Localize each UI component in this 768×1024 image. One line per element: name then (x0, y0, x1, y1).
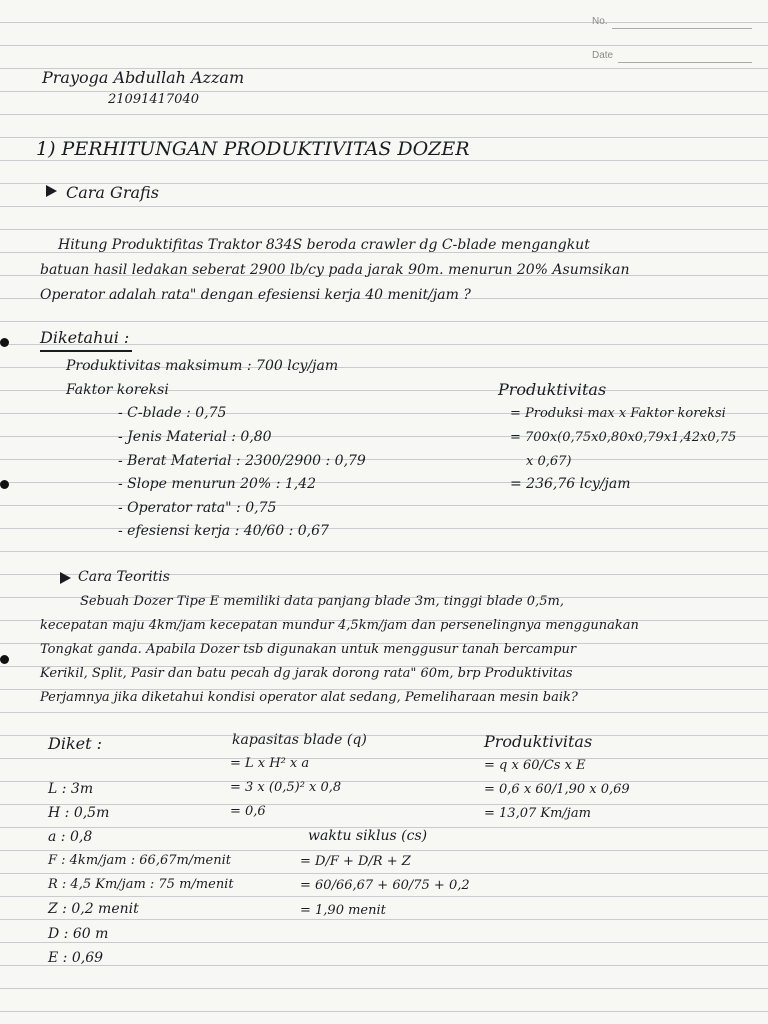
author-name: Prayoga Abdullah Azzam (42, 68, 245, 87)
prod-line: = Produksi max x Faktor koreksi (510, 406, 726, 421)
waktu-title: waktu siklus (cs) (308, 828, 428, 844)
produktivitas-title: Produktivitas (498, 380, 607, 399)
section-heading-grafis: Cara Grafis (66, 183, 159, 202)
prod-line: = 0,6 x 60/1,90 x 0,69 (484, 782, 630, 797)
prod-line: = 236,76 lcy/jam (510, 476, 631, 492)
waktu-line: = 60/66,67 + 60/75 + 0,2 (300, 878, 470, 893)
diket-item: a : 0,8 (48, 829, 93, 845)
diket-item: Z : 0,2 menit (48, 901, 139, 917)
binder-hole (0, 655, 9, 664)
faktor-item: - Slope menurun 20% : 1,42 (118, 476, 317, 492)
binder-hole (0, 338, 9, 347)
diket-item: L : 3m (48, 781, 94, 797)
problem-line: Hitung Produktifitas Traktor 834S beroda crawler dg C-blade mengangkut (58, 237, 590, 253)
faktor-item: - Jenis Material : 0,80 (118, 429, 272, 445)
prod-max: Produktivitas maksimum : 700 lcy/jam (66, 358, 339, 374)
prod-line: x 0,67) (526, 454, 572, 469)
prod-line: = 700x(0,75x0,80x0,79x1,42x0,75 (510, 430, 737, 445)
kapasitas-line: = 0,6 (230, 804, 266, 819)
page-title: 1) PERHITUNGAN PRODUKTIVITAS DOZER (36, 138, 470, 160)
no-label: No. (592, 16, 608, 27)
diket-item: E : 0,69 (48, 950, 104, 966)
diket-item: H : 0,5m (48, 805, 110, 821)
prod-line: = q x 60/Cs x E (484, 758, 586, 773)
faktor-item: - efesiensi kerja : 40/60 : 0,67 (118, 523, 329, 539)
faktor-item: - Berat Material : 2300/2900 : 0,79 (118, 453, 366, 469)
problem-line: Sebuah Dozer Tipe E memiliki data panjang blade 3m, tinggi blade 0,5m, (80, 594, 564, 609)
section-heading-teoritis: Cara Teoritis (78, 569, 170, 585)
waktu-line: = 1,90 menit (300, 903, 386, 918)
binder-hole (0, 480, 9, 489)
problem-line: Tongkat ganda. Apabila Dozer tsb digunakan untuk menggusur tanah bercampur (40, 642, 577, 657)
diketahui-label: Diketahui : (40, 328, 130, 347)
kapasitas-line: = L x H² x a (230, 756, 310, 771)
problem-line: batuan hasil ledakan seberat 2900 lb/cy pada jarak 90m. menurun 20% Asumsikan (40, 262, 630, 278)
faktor-item: - Operator rata" : 0,75 (118, 500, 277, 516)
prod-line: = 13,07 Km/jam (484, 806, 591, 821)
problem-line: kecepatan maju 4km/jam kecepatan mundur 4,5km/jam dan persenelingnya menggunakan (40, 618, 639, 633)
kapasitas-title: kapasitas blade (q) (232, 732, 367, 748)
bullet-arrow-icon (60, 572, 71, 584)
problem-line: Perjamnya jika diketahui kondisi operator alat sedang, Pemeliharaan mesin baik? (40, 690, 578, 705)
bullet-arrow-icon (46, 185, 57, 197)
diket-label: Diket : (48, 734, 103, 753)
underline (40, 350, 132, 352)
problem-line: Operator adalah rata" dengan efesiensi kerja 40 menit/jam ? (40, 287, 471, 303)
kapasitas-line: = 3 x (0,5)² x 0,8 (230, 780, 342, 795)
diket-item: R : 4,5 Km/jam : 75 m/menit (48, 877, 234, 892)
faktor-item: - C-blade : 0,75 (118, 405, 227, 421)
date-label: Date (592, 50, 614, 61)
problem-line: Kerikil, Split, Pasir dan batu pecah dg jarak dorong rata" 60m, brp Produktivitas (40, 666, 573, 681)
author-id: 21091417040 (108, 92, 199, 107)
faktor-label: Faktor koreksi (66, 382, 169, 398)
diket-item: D : 60 m (48, 926, 109, 942)
date-line (618, 62, 752, 63)
diket-item: F : 4km/jam : 66,67m/menit (48, 853, 231, 868)
produktivitas-title: Produktivitas (484, 732, 593, 751)
no-line (612, 28, 752, 29)
waktu-line: = D/F + D/R + Z (300, 854, 411, 869)
